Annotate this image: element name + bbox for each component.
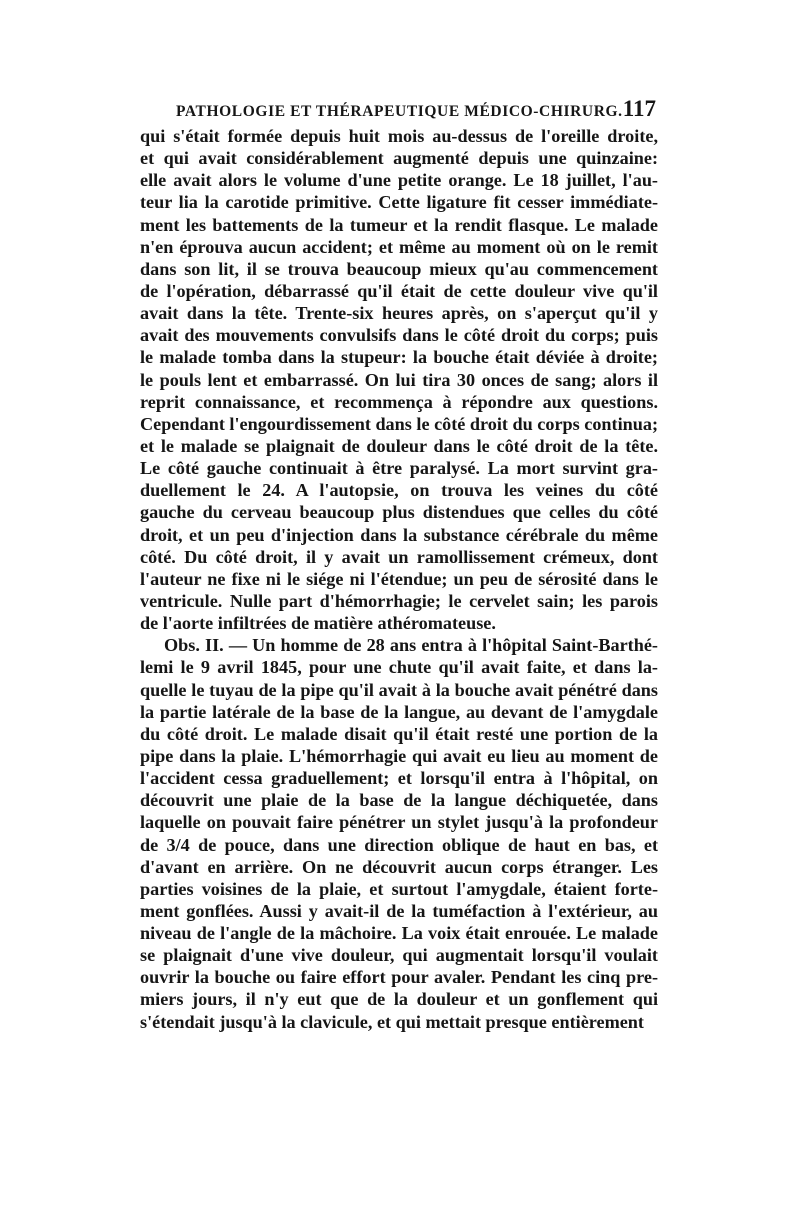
text-line: parties voisines de la plaie, et surtout l'amygdale, étaient forte- xyxy=(140,878,658,899)
text-line: gauche du cerveau beaucoup plus distendues que celles du côté xyxy=(140,502,658,523)
text-line: Obs. II. — Un homme de 28 ans entra à l'hôpital Saint-Barthé- xyxy=(164,635,658,656)
text-line: lemi le 9 avril 1845, pour une chute qu'il avait faite, et dans la- xyxy=(140,657,658,678)
text-line: reprit connaissance, et recommença à répondre aux questions. xyxy=(140,391,658,412)
text-line: l'accident cessa graduellement; et lorsqu'il entra à l'hôpital, on xyxy=(140,768,658,789)
running-title: PATHOLOGIE ET THÉRAPEUTIQUE MÉDICO-CHIRURG. xyxy=(176,103,623,120)
text-line: l'auteur ne fixe ni le siége ni l'étendue; un peu de sérosité dans le xyxy=(140,568,658,589)
text-line: Cependant l'engourdissement dans le côté droit du corps continua; xyxy=(140,413,658,434)
text-line: pipe dans la plaie. L'hémorrhagie qui avait eu lieu au moment de xyxy=(140,745,658,766)
text-line: ment gonflées. Aussi y avait-il de la tuméfaction à l'extérieur, au xyxy=(140,900,658,921)
text-line: avait dans la tête. Trente-six heures après, on s'aperçut qu'il y xyxy=(140,303,658,324)
text-line: de 3/4 de pouce, dans une direction oblique de haut en bas, et xyxy=(140,834,658,855)
body-text xyxy=(140,125,658,1033)
text-line: et qui avait considérablement augmenté depuis une quinzaine: xyxy=(140,148,658,169)
text-line: elle avait alors le volume d'une petite orange. Le 18 juillet, l'au- xyxy=(140,170,658,191)
text-line: niveau de l'angle de la mâchoire. La voix était enrouée. Le malade xyxy=(140,923,658,944)
text-line: et le malade se plaignait de douleur dans le côté droit de la tête. xyxy=(140,435,658,456)
text-line: de l'opération, débarrassé qu'il était de cette douleur vive qu'il xyxy=(140,280,658,301)
text-line: duellement le 24. A l'autopsie, on trouva les veines du côté xyxy=(140,480,658,501)
text-line: s'étendait jusqu'à la clavicule, et qui mettait presque entièrement xyxy=(140,1011,644,1032)
text-line: ventricule. Nulle part d'hémorrhagie; le cervelet sain; les parois xyxy=(140,590,658,611)
text-line: qui s'était formée depuis huit mois au-dessus de l'oreille droite, xyxy=(140,126,658,146)
text-line: miers jours, il n'y eut que de la douleur et un gonflement qui xyxy=(140,989,658,1010)
text-line: le malade tomba dans la stupeur: la bouche était déviée à droite; xyxy=(140,347,658,368)
text-line: le pouls lent et embarrassé. On lui tira 30 onces de sang; alors il xyxy=(140,369,658,390)
text-line: se plaignait d'une vive douleur, qui augmentait lorsqu'il voulait xyxy=(140,945,658,966)
text-line: laquelle on pouvait faire pénétrer un stylet jusqu'à la profondeur xyxy=(140,812,658,833)
text-line: ment les battements de la tumeur et la rendit flasque. Le malade xyxy=(140,214,658,235)
text-line: droit, et un peu d'injection dans la substance cérébrale du même xyxy=(140,524,658,545)
text-line: Le côté gauche continuait à être paralysé. La mort survint gra- xyxy=(140,458,658,479)
text-line: quelle le tuyau de la pipe qu'il avait à la bouche avait pénétré dans xyxy=(140,679,658,700)
text-line: teur lia la carotide primitive. Cette ligature fit cesser immédiate- xyxy=(140,192,658,213)
text-line: découvrit une plaie de la base de la langue déchiquetée, dans xyxy=(140,790,658,811)
text-line: d'avant en arrière. On ne découvrit aucun corps étranger. Les xyxy=(140,856,658,877)
text-line: du côté droit. Le malade disait qu'il était resté une portion de la xyxy=(140,723,658,744)
text-line: dans son lit, il se trouva beaucoup mieux qu'au commencement xyxy=(140,258,658,279)
text-line: de l'aorte infiltrées de matière athéromateuse. xyxy=(140,613,496,634)
running-header xyxy=(176,96,656,126)
text-line: avait des mouvements convulsifs dans le côté droit du corps; puis xyxy=(140,325,658,346)
page-number: 117 xyxy=(622,96,656,121)
text-line: ouvrir la bouche ou faire effort pour avaler. Pendant les cinq pre- xyxy=(140,967,658,988)
text-line: la partie latérale de la base de la langue, au devant de l'amygdale xyxy=(140,701,658,722)
text-line: côté. Du côté droit, il y avait un ramollissement crémeux, dont xyxy=(140,546,658,567)
text-line: n'en éprouva aucun accident; et même au moment où on le remit xyxy=(140,236,658,257)
